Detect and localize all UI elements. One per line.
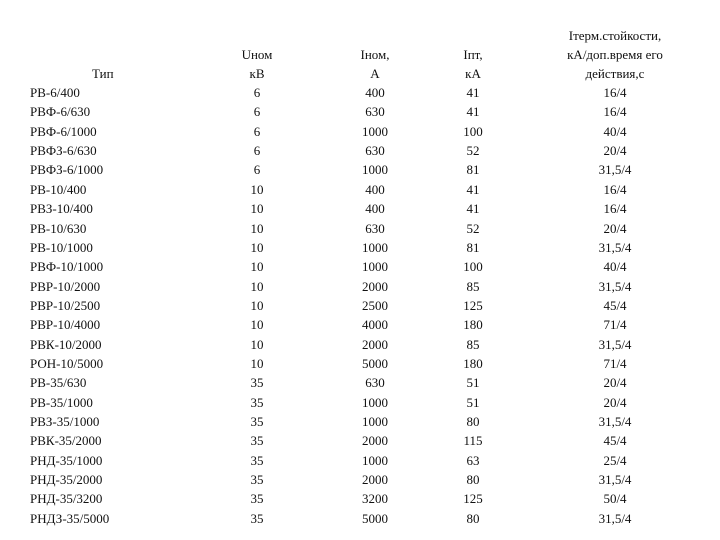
cell-iterm: 20/4: [603, 394, 627, 410]
cell-ipt: 41: [466, 181, 480, 197]
cell-ipt: 80: [466, 510, 480, 526]
cell-iterm: 20/4: [603, 220, 627, 236]
cell-type: РВФЗ-6/1000: [30, 162, 104, 178]
cell-ipt: 85: [466, 278, 480, 294]
header-unom-line1: Uном: [241, 47, 273, 62]
cell-iterm: 31,5/4: [598, 510, 632, 526]
header-inom-line1: Iном,: [360, 47, 390, 62]
cell-inom: 1000: [362, 239, 388, 255]
cell-inom: 2000: [362, 472, 388, 487]
cell-inom: 2000: [362, 433, 388, 449]
cell-inom: 630: [365, 143, 385, 159]
cell-inom: 5000: [362, 355, 388, 371]
cell-type: РВЗ-10/400: [30, 201, 93, 217]
cell-unom: 6: [253, 143, 261, 159]
cell-inom: 400: [365, 201, 385, 217]
cell-inom: 2000: [362, 336, 388, 352]
cell-iterm: 71/4: [603, 317, 627, 333]
cell-ipt: 81: [466, 239, 480, 255]
cell-iterm: 31,5/4: [598, 472, 632, 487]
cell-inom: 1000: [362, 123, 388, 139]
cell-type: РНДЗ-35/5000: [30, 510, 110, 526]
cell-type: РВФ-6/630: [30, 104, 91, 120]
cell-inom: 1000: [362, 259, 388, 275]
cell-unom: 35: [250, 433, 264, 449]
cell-ipt: 63: [466, 452, 480, 468]
cell-inom: 630: [365, 220, 385, 236]
header-unom-line2: кВ: [249, 66, 265, 81]
cell-type: РВК-35/2000: [30, 433, 102, 449]
cell-unom: 6: [253, 85, 261, 100]
cell-ipt: 52: [466, 143, 480, 159]
cell-unom: 6: [253, 123, 261, 139]
cell-inom: 1000: [362, 394, 388, 410]
cell-unom: 10: [250, 181, 264, 197]
cell-iterm: 31,5/4: [598, 278, 632, 294]
cell-type: РВ-35/630: [30, 375, 87, 391]
cell-inom: 630: [365, 104, 385, 120]
cell-iterm: 25/4: [603, 452, 627, 468]
cell-inom: 2000: [362, 278, 388, 294]
cell-iterm: 31,5/4: [598, 162, 632, 178]
cell-iterm: 31,5/4: [598, 239, 632, 255]
cell-iterm: 40/4: [603, 259, 627, 275]
cell-type: РВР-10/2000: [30, 278, 101, 294]
cell-type: РНД-35/3200: [30, 491, 103, 507]
cell-unom: 10: [250, 239, 264, 255]
cell-type: РВ-10/630: [30, 220, 87, 236]
cell-type: РВЗ-35/1000: [30, 414, 100, 429]
cell-inom: 1000: [362, 414, 388, 429]
cell-type: РВР-10/4000: [30, 317, 101, 333]
cell-ipt: 100: [463, 123, 483, 139]
cell-type: РНД-35/2000: [30, 472, 103, 487]
cell-ipt: 41: [466, 104, 480, 120]
cell-unom: 6: [253, 162, 261, 178]
cell-type: РНД-35/1000: [30, 452, 103, 468]
cell-ipt: 51: [466, 394, 480, 410]
cell-iterm: 16/4: [603, 85, 627, 100]
cell-type: РОН-10/5000: [30, 355, 104, 371]
cell-ipt: 100: [463, 259, 483, 275]
cell-iterm: 16/4: [603, 201, 627, 217]
cell-inom: 5000: [362, 510, 388, 526]
header-ipt-line1: Iпт,: [463, 47, 483, 62]
cell-unom: 10: [250, 220, 264, 236]
cell-ipt: 180: [463, 317, 483, 333]
header-iterm-line3: действия,с: [585, 66, 645, 81]
cell-inom: 4000: [362, 317, 388, 333]
cell-unom: 35: [250, 375, 264, 391]
cell-inom: 3200: [362, 491, 388, 507]
cell-type: РВ-35/1000: [30, 394, 93, 410]
header-ipt-line2: кА: [465, 66, 481, 81]
cell-ipt: 115: [463, 433, 483, 449]
cell-iterm: 45/4: [603, 433, 627, 449]
cell-unom: 35: [250, 491, 264, 507]
cell-iterm: 16/4: [603, 104, 627, 120]
cell-inom: 2500: [362, 297, 388, 313]
cell-iterm: 40/4: [603, 123, 627, 139]
cell-iterm: 71/4: [603, 355, 627, 371]
cell-unom: 35: [250, 394, 264, 410]
cell-type: РВФ-10/1000: [30, 259, 104, 275]
cell-type: РВ-10/1000: [30, 239, 93, 255]
header-iterm-line2: кА/доп.время его: [567, 47, 663, 62]
cell-unom: 10: [250, 278, 264, 294]
cell-unom: 10: [250, 259, 264, 275]
cell-inom: 400: [365, 85, 385, 100]
header-iterm-line1: Iтерм.стойкости,: [568, 28, 662, 43]
cell-ipt: 51: [466, 375, 480, 391]
cell-ipt: 125: [463, 491, 483, 507]
cell-iterm: 31,5/4: [598, 414, 632, 429]
cell-type: РВК-10/2000: [30, 336, 102, 352]
cell-type: РВ-6/400: [30, 85, 80, 100]
cell-ipt: 52: [466, 220, 480, 236]
cell-iterm: 45/4: [603, 297, 627, 313]
cell-unom: 10: [250, 336, 264, 352]
cell-unom: 35: [250, 414, 264, 429]
cell-inom: 1000: [362, 162, 388, 178]
cell-unom: 10: [250, 297, 264, 313]
header-type: Тип: [92, 66, 114, 81]
cell-unom: 6: [253, 104, 261, 120]
cell-iterm: 20/4: [603, 143, 627, 159]
cell-ipt: 80: [466, 414, 480, 429]
cell-type: РВ-10/400: [30, 181, 87, 197]
cell-ipt: 85: [466, 336, 480, 352]
cell-type: РВР-10/2500: [30, 297, 101, 313]
cell-iterm: 50/4: [603, 491, 627, 507]
cell-iterm: 31,5/4: [598, 336, 632, 352]
cell-inom: 400: [365, 181, 385, 197]
cell-type: РВФЗ-6/630: [30, 143, 97, 159]
cell-inom: 1000: [362, 452, 388, 468]
cell-iterm: 20/4: [603, 375, 627, 391]
cell-unom: 35: [250, 510, 264, 526]
cell-ipt: 180: [463, 355, 483, 371]
cell-ipt: 41: [466, 85, 480, 100]
cell-ipt: 41: [466, 201, 480, 217]
cell-ipt: 81: [466, 162, 480, 178]
cell-unom: 35: [250, 452, 264, 468]
cell-unom: 10: [250, 201, 264, 217]
cell-unom: 10: [250, 355, 264, 371]
header-inom-line2: А: [370, 66, 380, 81]
cell-ipt: 125: [463, 297, 483, 313]
cell-iterm: 16/4: [603, 181, 627, 197]
cell-unom: 10: [250, 317, 264, 333]
cell-unom: 35: [250, 472, 264, 487]
cell-ipt: 80: [466, 472, 480, 487]
cell-inom: 630: [365, 375, 385, 391]
cell-type: РВФ-6/1000: [30, 123, 97, 139]
